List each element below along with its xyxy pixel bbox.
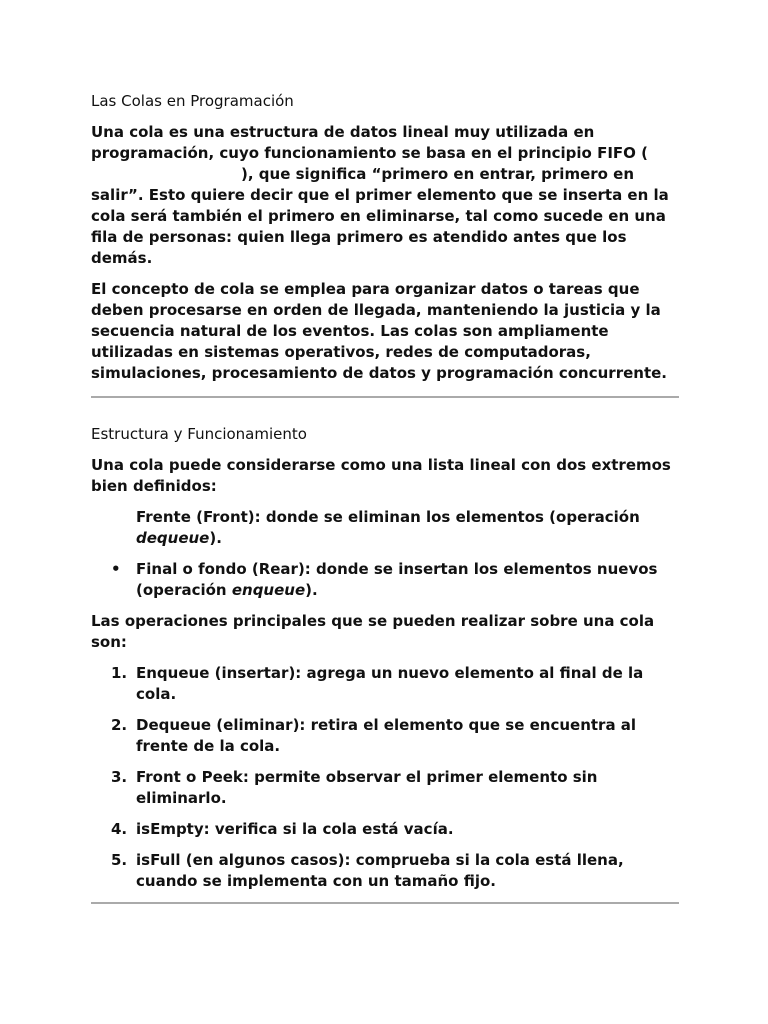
item-text: Final o fondo (Rear): donde se insertan los elementos nuevos (operación [136, 560, 658, 599]
operation-text: Dequeue (eliminar): retira el elemento que se encuentra al frente de la cola. [136, 716, 637, 755]
item-text: Frente (Front): donde se eliminan los elementos (operación [136, 508, 640, 526]
operation-text: isEmpty: verifica si la cola está vacía. [136, 820, 454, 838]
list-item-operation [91, 819, 681, 840]
list-item-operation [91, 767, 681, 809]
section-colas [91, 91, 681, 384]
paragraph-text: Una cola es una estructura de datos lineal muy utilizada en programación, cuyo funcionamiento se basa en el principio FIFO ( [91, 123, 648, 162]
section-heading: Estructura y Funcionamiento [91, 425, 307, 443]
paragraph-concept: El concepto de cola se emplea para organizar datos o tareas que deben procesarse en orden de llegada, manteniendo la justicia y la secuencia natural de los eventos. Las colas son ampliamente utilizadas en sistemas operativos, redes de computadoras, simulaciones, procesamiento de datos y programación concurrente. [91, 280, 667, 382]
section-divider [91, 396, 679, 398]
operation-text: isFull (en algunos casos): comprueba si la cola está llena, cuando se implementa con un tamaño fijo. [136, 851, 624, 890]
list-number: 3. [111, 768, 128, 786]
operation-text: Front o Peek: permite observar el primer elemento sin eliminarlo. [136, 768, 598, 807]
list-item-front [91, 507, 681, 549]
list-item-rear [91, 559, 681, 601]
item-text: ). [305, 581, 318, 599]
bullet-marker: • [111, 560, 121, 578]
paragraph-structure-intro: Una cola puede considerarse como una lista lineal con dos extremos bien definidos: [91, 456, 671, 495]
item-term: enqueue [231, 581, 306, 599]
list-item-operation [91, 715, 681, 757]
paragraph-text: ), que significa “primero en entrar, primero en salir”. Esto quiere decir que el primer elemento que se inserta en la cola será también el primero en eliminarse, tal como sucede en una fila de personas: quien llega primero es atendido antes que los demás. [91, 165, 669, 267]
list-item-operation [91, 850, 681, 892]
operation-text: Enqueue (insertar): agrega un nuevo elemento al final de la cola. [136, 664, 644, 703]
item-term: dequeue [136, 529, 210, 547]
section-divider [91, 902, 679, 904]
list-number: 2. [111, 716, 128, 734]
paragraph-intro [91, 122, 681, 269]
list-number: 4. [111, 820, 128, 838]
list-number: 1. [111, 664, 128, 682]
section-estructura [91, 424, 681, 892]
list-number: 5. [111, 851, 128, 869]
document-page [91, 91, 681, 904]
section-heading: Las Colas en Programación [91, 92, 294, 110]
paragraph-ops-intro: Las operaciones principales que se pueden realizar sobre una cola son: [91, 612, 655, 651]
item-text: ). [209, 529, 222, 547]
list-item-operation [91, 663, 681, 705]
